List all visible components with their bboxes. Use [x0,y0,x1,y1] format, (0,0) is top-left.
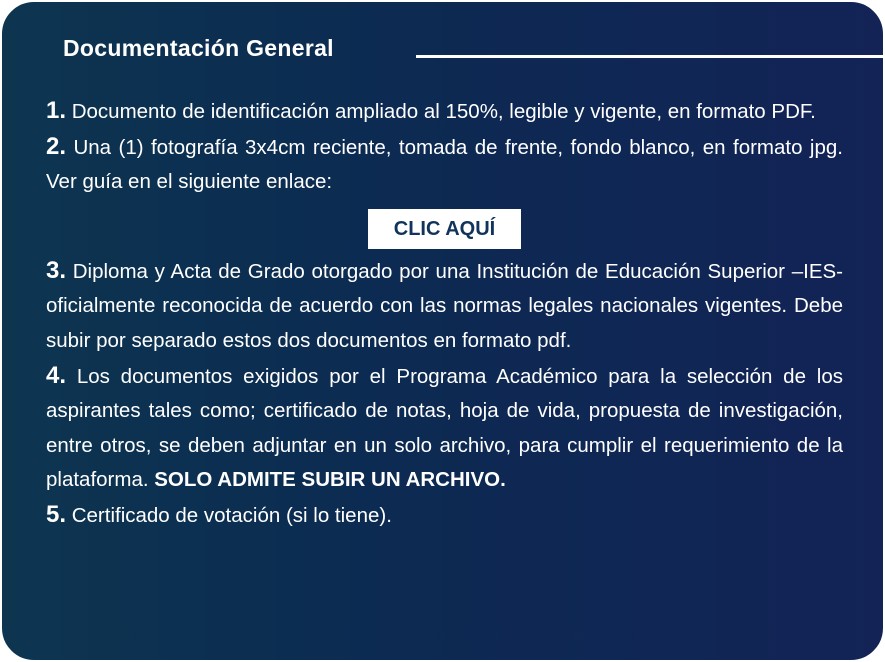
requirement-item-4 [46,359,843,498]
requirement-item-5 [46,498,843,534]
item-text: Los documentos exigidos por el Programa Académico para la selección de los aspirantes tales como; certificado de notas, hoja de vida, propuesta de investigación, entre otros, se deben adjuntar en un solo archivo, para cumplir el requerimiento de la plataforma. [46,364,843,492]
requirement-item-1 [46,94,843,130]
section-title: Documentación General [63,35,334,61]
requirement-item-3 [46,254,843,359]
item-number: 5. [46,500,67,528]
item-text: Diploma y Acta de Grado otorgado por una Institución de Educación Superior –IES- oficialmente reconocida de acuerdo con las normas legales nacionales vigentes. Debe subir por separado estos dos documentos en formato pdf. [46,259,843,352]
title-divider [416,55,885,58]
item-text: Documento de identificación ampliado al 150%, legible y vigente, en formato PDF. [66,100,816,123]
item-number: 3. [46,256,67,284]
item-number: 1. [46,97,67,124]
item-text: Certificado de votación (si lo tiene). [66,503,392,527]
item-number: 2. [46,132,67,160]
item-text: Una (1) fotografía 3x4cm reciente, tomada de frente, fondo blanco, en formato jpg. Ver guía en el siguiente enlace: [46,135,843,194]
cta-container [46,200,843,250]
item-emphasis: SOLO ADMITE SUBIR UN ARCHIVO. [154,468,506,492]
requirements-list [46,94,843,534]
requirement-item-2 [46,130,843,200]
item-number: 4. [46,361,67,389]
click-here-button[interactable]: CLIC AQUÍ [368,209,521,249]
